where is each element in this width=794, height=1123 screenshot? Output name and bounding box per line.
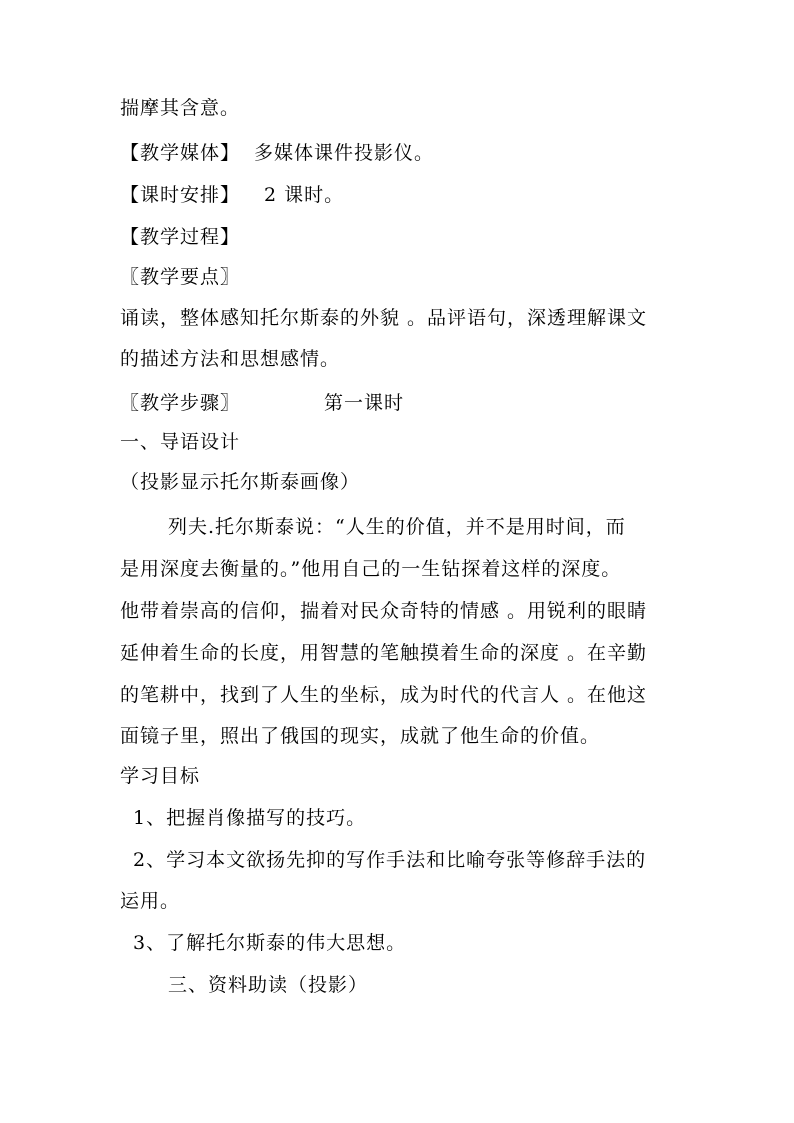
line-text: 学习目标 (120, 765, 201, 787)
teaching-media-value: 多媒体课件投影仪。 (254, 142, 435, 164)
line-text: 的笔耕中，找到了人生的坐标，成为时代的代言人 。在他这 (120, 684, 648, 706)
paragraph-line (120, 886, 680, 916)
teaching-steps-line (120, 388, 680, 418)
schedule-line (120, 180, 680, 210)
goal-item (133, 845, 693, 875)
line-text: 2、学习本文欲扬先抑的写作手法和比喻夸张等修辞手法的 (133, 849, 647, 871)
paragraph-line (120, 93, 680, 123)
line-text: 的描述方法和思想感情。 (120, 348, 341, 370)
section-heading (168, 970, 728, 1000)
line-text: 列夫.托尔斯泰说：“人生的价值，并不是用时间，而 (168, 516, 626, 538)
line-text: 一、导语设计 (120, 431, 241, 453)
line-text: 揣摩其含意。 (120, 97, 241, 119)
teaching-media-label: 【教学媒体】 (120, 142, 241, 164)
teaching-media-line (120, 138, 680, 168)
schedule-label: 【课时安排】 (120, 184, 241, 206)
line-text: 3、了解托尔斯泰的伟大思想。 (133, 932, 407, 954)
line-text: 诵读，整体感知托尔斯泰的外貌 。品评语句，深透理解课文 (120, 307, 648, 329)
line-text: 延伸着生命的长度，用智慧的笔触摸着生命的深度 。在辛勤 (120, 642, 648, 664)
line-text: 是用深度去衡量的。”他用自己的一生钻探着这样的深度。 (120, 558, 622, 580)
line-text: 1、把握肖像描写的技巧。 (133, 807, 367, 829)
teaching-points-heading (120, 262, 680, 292)
goal-item (133, 803, 693, 833)
line-text: 他带着崇高的信仰，揣着对民众奇特的情感 。用锐利的眼睛 (120, 600, 648, 622)
line-text: 【教学过程】 (120, 226, 241, 248)
teaching-steps-label: 〖教学步骤〗 (120, 392, 241, 414)
paragraph-line (120, 303, 680, 333)
projection-note (120, 467, 680, 497)
line-text: 运用。 (120, 890, 181, 912)
schedule-value: 2 课时。 (264, 184, 345, 206)
line-text: 面镜子里，照出了俄国的现实，成就了他生命的价值。 (120, 725, 601, 747)
goal-item (133, 928, 693, 958)
paragraph-line (120, 596, 680, 626)
teaching-process-heading (120, 222, 680, 252)
paragraph-line (120, 680, 680, 710)
paragraph-line (120, 721, 680, 751)
line-text: （投影显示托尔斯泰画像） (120, 471, 361, 493)
lesson-label: 第一课时 (324, 392, 405, 414)
section-heading (120, 427, 680, 457)
paragraph-line (120, 638, 680, 668)
paragraph-line (168, 512, 728, 542)
paragraph-line (120, 344, 680, 374)
line-text: 〖教学要点〗 (120, 266, 241, 288)
paragraph-line (120, 554, 680, 584)
learning-goals-heading (120, 761, 680, 791)
line-text: 三、资料助读（投影） (168, 974, 369, 996)
